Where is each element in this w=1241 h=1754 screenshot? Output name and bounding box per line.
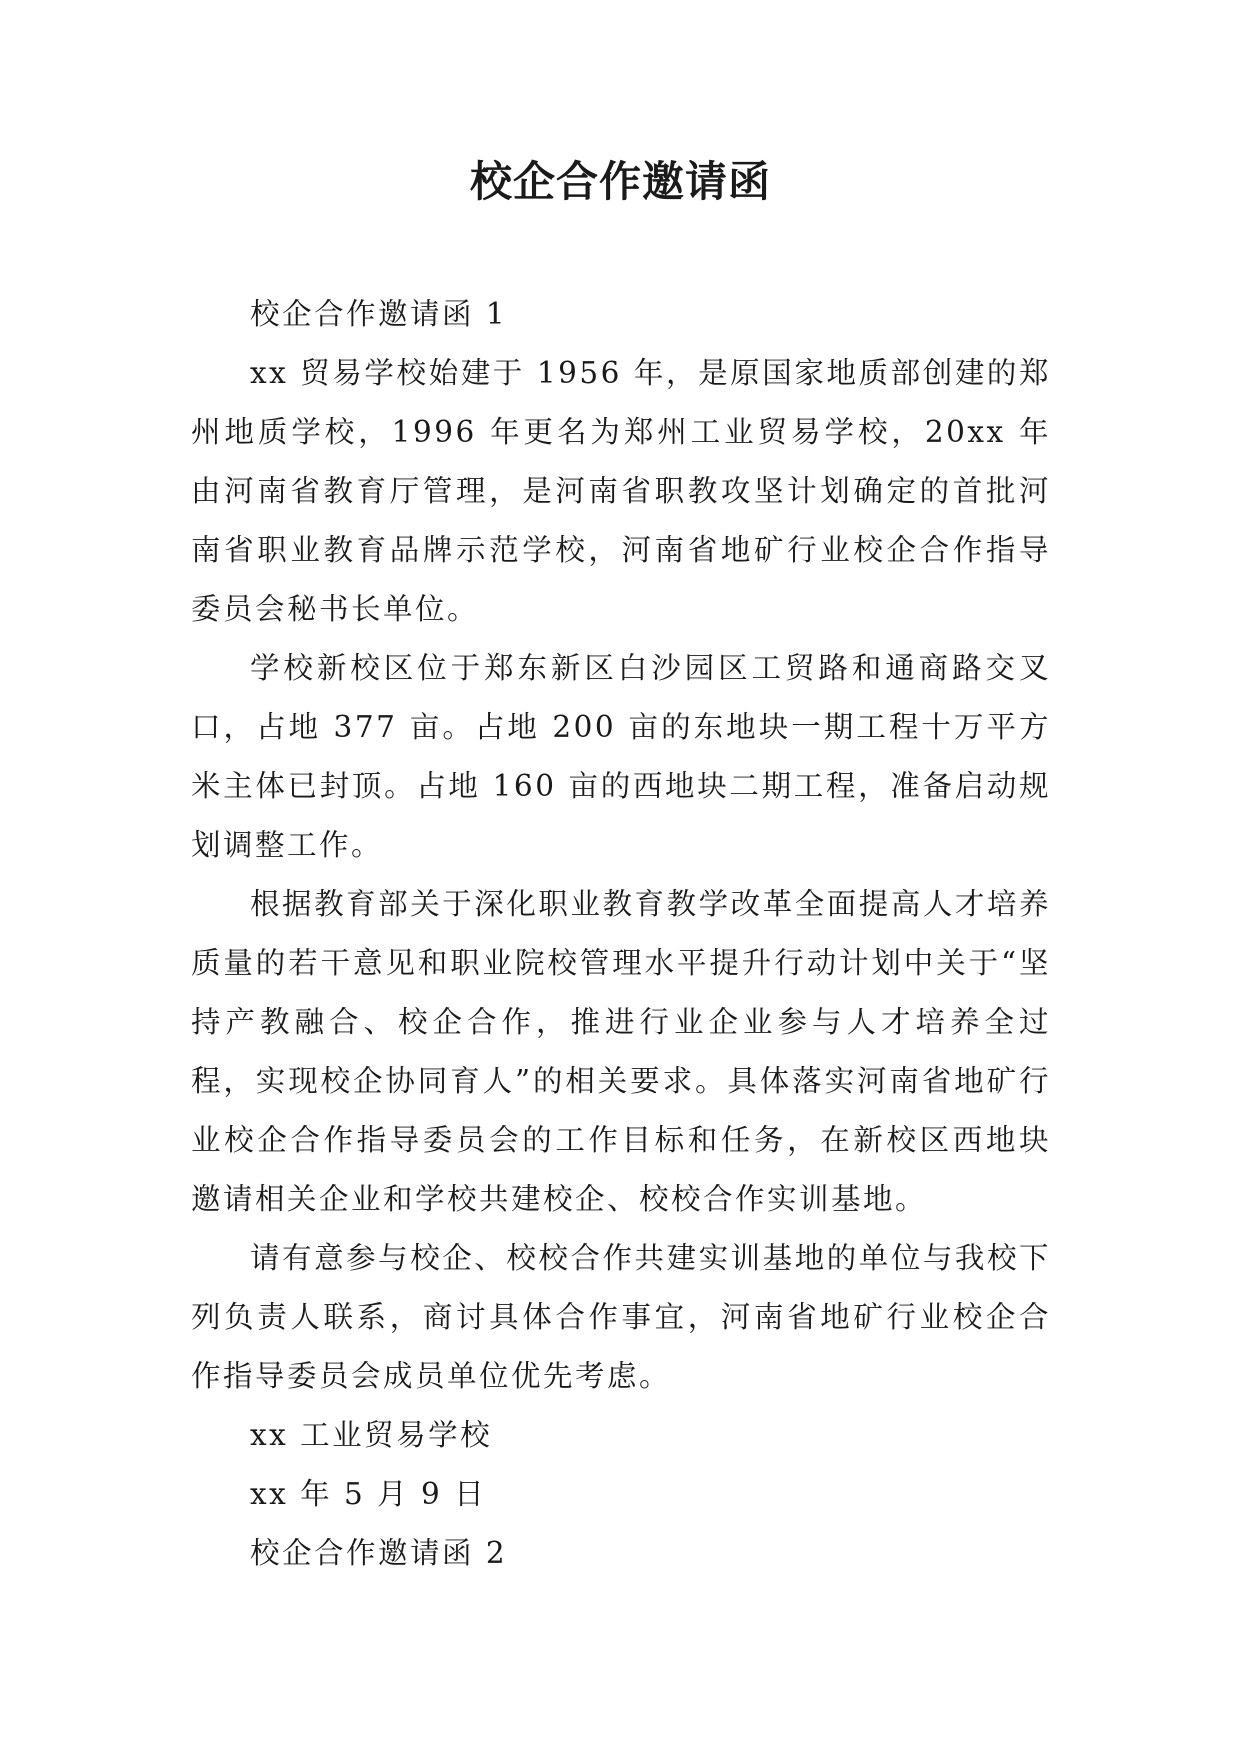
signature-date: xx 年 5 月 9 日 bbox=[250, 1477, 487, 1511]
paragraph-policy-basis: 根据教育部关于深化职业教育教学改革全面提高人才培养质量的若干意见和职业院校管理水平提升行动计划中关于“坚持产教融合、校企合作，推进行业企业参与人才培养全过程，实现校企协同育人”的相关要求。具体落实河南省地矿行业校企合作指导委员会的工作目标和任务，在新校区西地块邀请相关企业和学校共建校企、校校合作实训基地。 bbox=[191, 887, 1051, 1216]
document-body bbox=[191, 285, 1051, 1583]
paragraph-invitation: 请有意参与校企、校校合作共建实训基地的单位与我校下列负责人联系，商讨具体合作事宜，河南省地矿行业校企合作指导委员会成员单位优先考虑。 bbox=[191, 1241, 1051, 1393]
document-title: 校企合作邀请函 bbox=[469, 157, 771, 206]
signature-school-name: xx 工业贸易学校 bbox=[250, 1418, 493, 1452]
paragraph-new-campus: 学校新校区位于郑东新区白沙园区工贸路和通商路交叉口，占地 377 亩。占地 200 亩的东地块一期工程十万平方米主体已封顶。占地 160 亩的西地块二期工程，准备启动规划调整工作。 bbox=[191, 651, 1051, 862]
section-heading-2: 校企合作邀请函 2 bbox=[250, 1536, 508, 1570]
section-heading-1: 校企合作邀请函 1 bbox=[250, 297, 508, 331]
paragraph-school-history: xx 贸易学校始建于 1956 年，是原国家地质部创建的郑州地质学校，1996 年更名为郑州工业贸易学校，20xx 年由河南省教育厅管理，是河南省职教攻坚计划确定的首批河南省职业教育品牌示范学校，河南省地矿行业校企合作指导委员会秘书长单位。 bbox=[191, 356, 1051, 626]
